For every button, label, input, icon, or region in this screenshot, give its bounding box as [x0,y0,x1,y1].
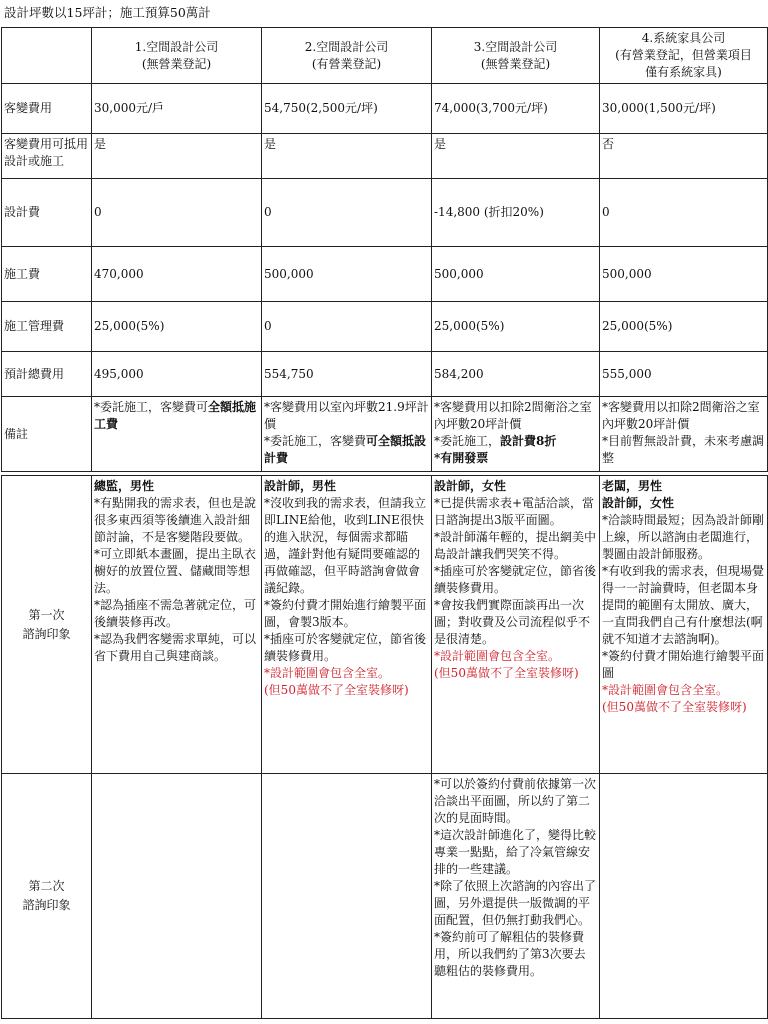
cost-row [2,84,768,134]
note-text: *沒收到我的需求表，但請我立即LINE給他，收到LINE很快的進入狀況，每個需求都瞄過，謹針對他有疑問要確認的再做確認，但平時諮詢會做會議紀錄。 [264,496,427,595]
note-text: *有點開我的需求表，但也是說很多東西須等後續進入設計細節討論，不是客變階段要做。 [94,496,257,544]
impression-cell [600,774,768,1019]
cost-cell: 否 [600,134,768,179]
bold-text: 可全額抵設計費 [264,434,427,465]
highlight-text: (但50萬做不了全室裝修呀) [264,683,409,697]
row-label: 客變費用可抵用設計或施工 [2,134,92,179]
cost-cell: 是 [92,134,262,179]
highlight-text: *設計範圍會包含全室。 [602,683,729,697]
row-label: 客變費用 [2,84,92,134]
cost-row [2,247,768,302]
note-text: *設計師滿年輕的，提出網美中島設計讓我們哭笑不得。 [434,530,597,561]
note-text: *簽約前可了解粗估的裝修費用，所以我們約了第3次要去聽粗估的裝修費用。 [434,930,586,978]
note-text: *插座可於客變就定位，節省後續裝修費用。 [434,564,597,595]
company-header-line: 2.空間設計公司 [304,39,389,54]
note-text: *客變費用以室內坪數21.9坪計價 [264,400,429,431]
cost-cell: 500,000 [432,247,600,302]
bold-text: 設計師，女性 [602,496,675,510]
highlight-text: (但50萬做不了全室裝修呀) [434,666,579,680]
note-text: *這次設計師進化了，變得比較專業一點點，給了冷氣管線安排的一些建議。 [434,828,597,876]
impression-cell [92,774,262,1019]
note-text: *洽談時間最短；因為設計師剛上線，所以諮詢由老闆進行，製圖由設計師服務。 [602,513,765,561]
consult-row [2,476,768,774]
corner-cell [2,28,92,84]
cost-cell: 470,000 [92,247,262,302]
cost-cell: 500,000 [600,247,768,302]
consult-row [2,774,768,1019]
impression-cell [432,774,600,1019]
row-label [2,774,92,1019]
impression-cell [262,476,432,774]
page-title: 設計坪數以15坪計；施工預算50萬計 [4,5,211,20]
cost-row [2,134,768,179]
cost-row [2,302,768,352]
note-cell [92,397,262,472]
bold-text: 全額抵施工費 [94,400,257,431]
cost-cell: 是 [262,134,432,179]
note-text: *認為我們客變需求單純，可以省下費用自己與建商談。 [94,632,257,663]
row-label: 備註 [2,397,92,472]
row-label-line: 諮詢印象 [22,626,71,641]
company-header-line: (無營業登記) [141,56,212,71]
company-header-line: 3.空間設計公司 [473,39,558,54]
note-text: *已提供需求表+電話洽談，當日諮詢提出3版平面圖。 [434,496,595,527]
note-text: *可立即紙本畫圖，提出主臥衣櫥好的放置位置、儲藏間等想法。 [94,547,257,595]
cost-cell: 0 [262,302,432,352]
notes-row [2,397,768,472]
note-text: *客變費用以扣除2間衛浴之室內坪數20坪計價 [434,400,592,431]
row-label [2,476,92,774]
cost-cell: 555,000 [600,352,768,397]
cost-row [2,179,768,247]
note-text: *簽約付費才開始進行繪製平面圖，會製3版本。 [264,598,427,629]
impression-cell [600,476,768,774]
note-text: *可以於簽約付費前依據第一次洽談出平面圖，所以約了第二次的見面時間。 [434,777,597,825]
highlight-text: *設計範圍會包含全室。 [434,649,561,663]
impression-cell [92,476,262,774]
note-text: *會按我們實際面談再出一次圖；對收費及公司流程似乎不是很清楚。 [434,598,591,646]
company-header-2 [262,28,432,84]
note-text: *除了依照上次諮詢的內容出了圖，另外還提供一版微調的平面配置，但仍無打動我們心。 [434,879,597,927]
row-label: 設計費 [2,179,92,247]
cost-cell: 54,750(2,500元/坪) [262,84,432,134]
company-header-4 [600,28,768,84]
cost-cell: 25,000(5%) [432,302,600,352]
cost-cell: 30,000(1,500元/坪) [600,84,768,134]
bold-text: 設計師，女性 [434,479,507,493]
cost-cell: 495,000 [92,352,262,397]
cost-cell: -14,800 (折扣20%) [432,179,600,247]
note-text: *插座可於客變就定位，節省後續裝修費用。 [264,632,427,663]
bold-text: 設計費8折 [500,434,557,448]
note-text: *目前暫無設計費，未來考慮調整 [602,434,765,465]
bold-text: 總監，男性 [94,479,155,493]
row-label: 施工費 [2,247,92,302]
company-header-line: 4.系統家具公司 [641,31,726,45]
note-text: *委託施工，客變費 [264,434,367,448]
company-header-line: (有營業登記) [311,56,382,71]
highlight-text: (但50萬做不了全室裝修呀) [602,700,747,714]
consultation-impression-table [1,475,768,1019]
cost-cell: 74,000(3,700元/坪) [432,84,600,134]
note-text: *有收到我的需求表，但現場覺得一一討論費時，但老闆本身提問的範圍有太開放、廣大，一直問我們自己有什麼想法(啊就不知道才去諮詢啊)。 [602,564,765,646]
company-header-line: 1.空間設計公司 [134,39,219,54]
company-header-line: 僅有系統家具) [645,65,722,79]
note-cell [432,397,600,472]
highlight-text: *設計範圍會包含全室。 [264,666,391,680]
company-header-line: (無營業登記) [480,56,551,71]
cost-cell: 0 [262,179,432,247]
cost-cell: 是 [432,134,600,179]
cost-cell: 500,000 [262,247,432,302]
bold-text: 設計師，男性 [264,479,337,493]
row-label: 預計總費用 [2,352,92,397]
consult-table-body [2,476,768,1019]
company-header-line: (有營業登記，但營業項目 [615,48,752,62]
note-text: *委託施工， [434,434,501,448]
note-cell [600,397,768,472]
cost-row [2,352,768,397]
cost-header-row [2,28,768,84]
impression-cell [262,774,432,1019]
cost-comparison-table [1,27,768,472]
note-text: *認為插座不需急著就定位，可後續裝修再改。 [94,598,257,629]
company-header-1 [92,28,262,84]
cost-cell: 554,750 [262,352,432,397]
bold-text: 老闆，男性 [602,479,663,493]
company-header-3 [432,28,600,84]
bold-text: *有開發票 [434,451,489,465]
impression-cell [432,476,600,774]
cost-cell: 25,000(5%) [92,302,262,352]
note-text: *委託施工，客變費可 [94,400,209,414]
row-label-line: 第二次 [28,879,65,893]
cost-cell: 25,000(5%) [600,302,768,352]
cost-cell: 0 [92,179,262,247]
note-text: *簽約付費才開始進行繪製平面圖 [602,649,765,680]
cost-cell: 30,000元/戶 [92,84,262,134]
note-cell [262,397,432,472]
cost-cell: 0 [600,179,768,247]
note-text: *客變費用以扣除2間衛浴之室內坪數20坪計價 [602,400,760,431]
cost-table-body [2,28,768,472]
cost-cell: 584,200 [432,352,600,397]
row-label: 施工管理費 [2,302,92,352]
row-label-line: 第一次 [28,607,65,622]
row-label-line: 諮詢印象 [22,898,71,912]
